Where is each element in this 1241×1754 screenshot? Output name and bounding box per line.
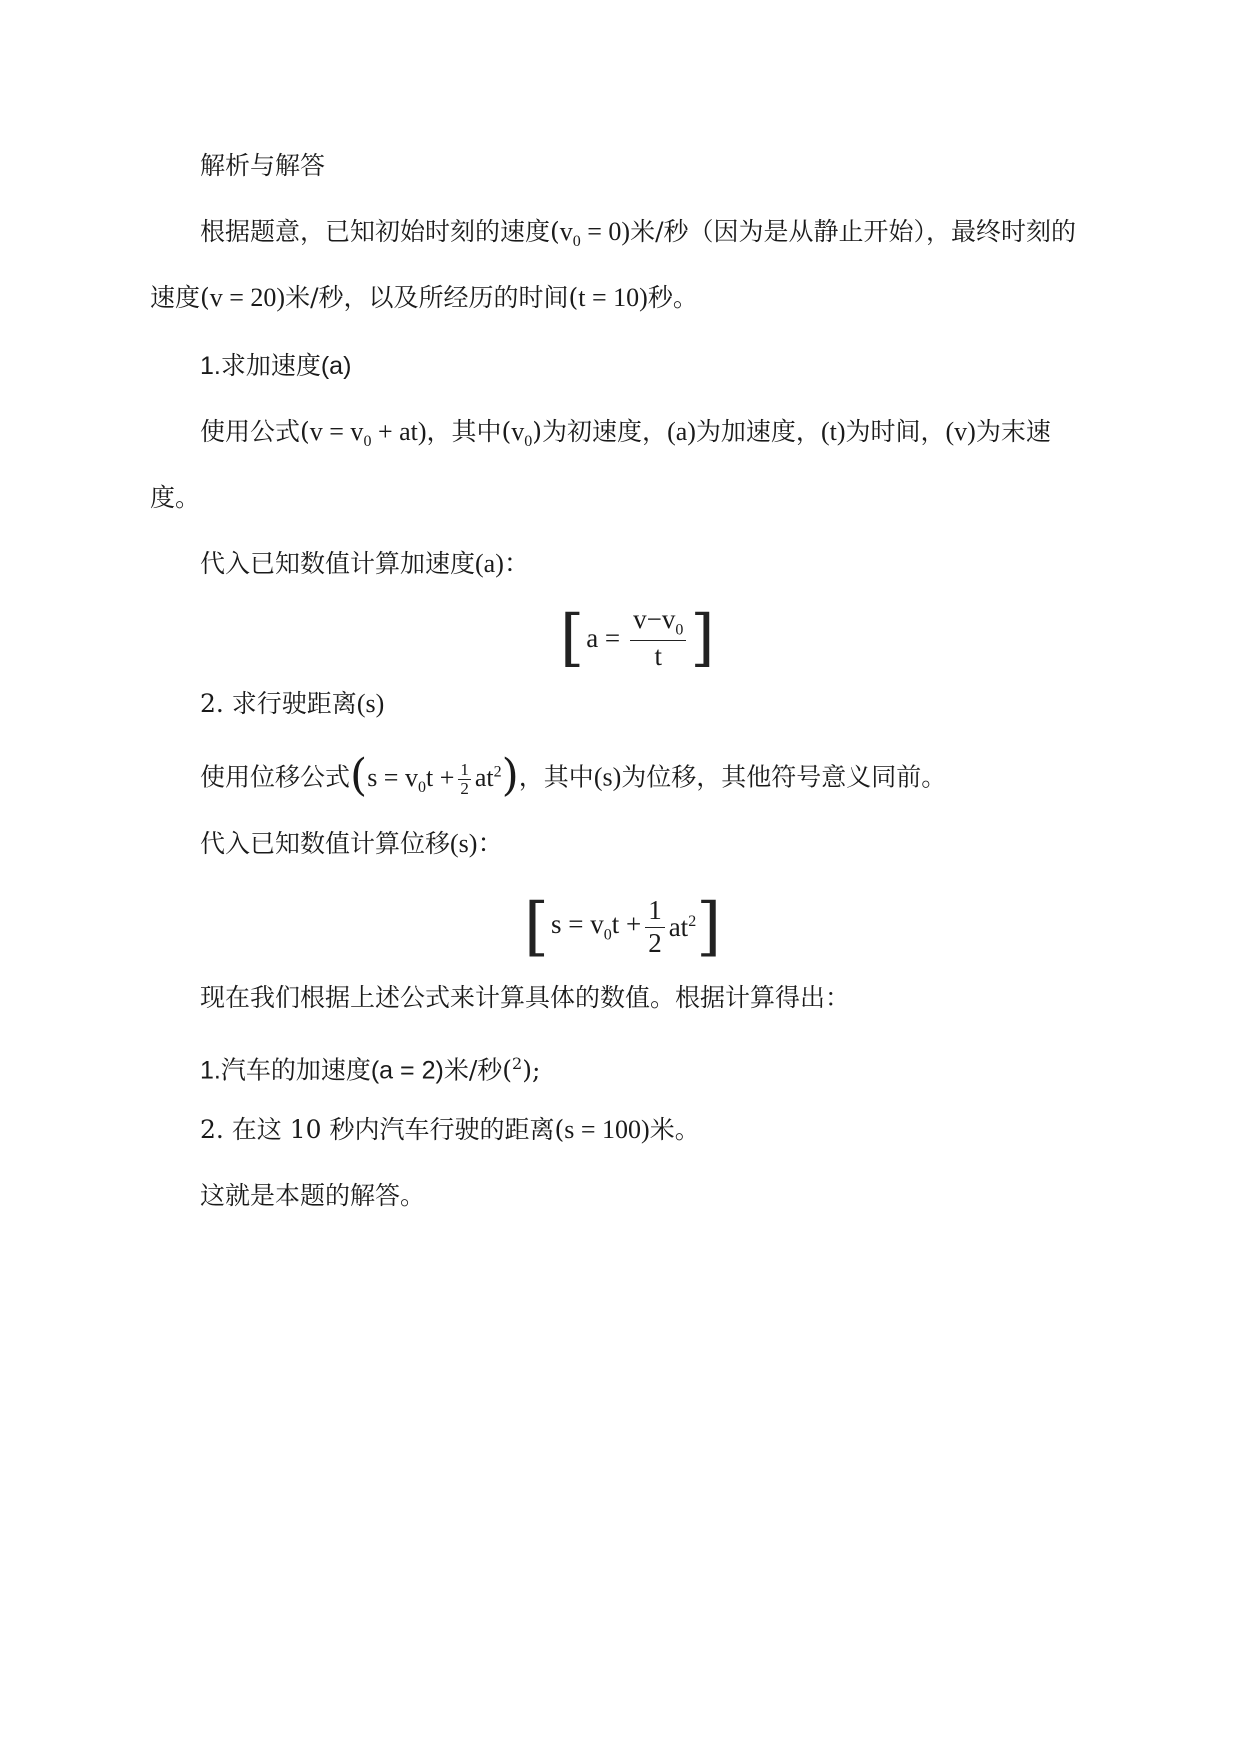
math-inline-displacement: $s = v_0t$ + $\frac{1}{2}$ $at^2$: [367, 760, 502, 799]
eq2-lhs: $s = v_0t$ +: [550, 909, 642, 944]
text-span: 为末速: [975, 417, 1051, 446]
text-span: 现在我们根据上述公式来计算具体的数值。根据计算得出：: [200, 983, 851, 1012]
section-heading: [200, 150, 325, 182]
text-span: 秒。: [647, 283, 698, 312]
eq2-numerator: 1: [645, 895, 665, 927]
section-2-title: [200, 688, 384, 720]
result-distance: [200, 1114, 700, 1146]
closing-sentence: [200, 1180, 425, 1212]
text-span: 度。: [150, 483, 201, 512]
text-span: 代入已知数值计算加速度: [200, 549, 476, 578]
paren-right: ): [501, 750, 519, 802]
math-a: (a)：: [475, 549, 530, 578]
superscript: 2: [512, 1054, 523, 1073]
section-2-symbol: (s): [356, 689, 385, 718]
text-span: 代入已知数值计算位移: [200, 829, 451, 858]
result-2-label: 2. 在这 10 秒内汽车行驶的距离(: [200, 1115, 565, 1144]
bracket-right: ]: [696, 890, 722, 964]
paragraph-substitute-a: [200, 548, 530, 580]
result-acceleration: [200, 1048, 540, 1086]
paragraph-intro-line-1: [200, 216, 1076, 258]
paren-left: (: [350, 750, 368, 802]
section-2-label: 2. 求行驶距离: [200, 689, 357, 718]
inline-fraction: $\frac{1}{2}$: [460, 760, 469, 799]
paragraph-displacement-formula: [200, 750, 947, 804]
math-v0: $v_0$: [511, 417, 533, 451]
text-span: 这就是本题的解答。: [200, 1181, 426, 1210]
math-v0: $v_0 = 0$): [559, 217, 631, 251]
math-a: (a): [667, 417, 696, 446]
section-1-label: 1.求加速度: [200, 352, 321, 380]
text-span: 使用位移公式: [200, 762, 351, 792]
text-span: ，其中(: [426, 417, 512, 446]
eq1-numerator: $v-v_0$: [630, 604, 686, 641]
eq1-denominator: t: [654, 640, 663, 671]
paragraph-formula-line-2: [150, 482, 200, 514]
text-span: )为初速度，: [532, 417, 668, 446]
eq2-denominator: 2: [648, 927, 662, 958]
math-t: t = 10): [578, 283, 648, 312]
math-v: v = 20): [209, 283, 286, 312]
equation-displacement: [524, 882, 721, 972]
eq1-fraction: [630, 604, 686, 672]
section-1-title: [200, 350, 351, 382]
text-span: 米/秒(: [443, 1055, 512, 1085]
eq2-rhs: $at^2$: [668, 911, 697, 942]
section-1-symbol: (a): [320, 352, 352, 380]
result-2-value: s = 100): [564, 1115, 650, 1144]
math-s: (s): [593, 762, 622, 792]
text-span: 米/秒，以及所经历的时间(: [285, 283, 579, 312]
math-v: (v): [945, 417, 976, 446]
text-span: 使用公式(: [200, 417, 310, 446]
heading-text: 解析与解答: [200, 151, 326, 180]
text-span: 米。: [649, 1115, 700, 1144]
eq1-lhs: a =: [586, 622, 621, 653]
text-span: ，其中: [518, 762, 594, 792]
text-span: 速度(: [150, 283, 210, 312]
math-s: (s)：: [450, 829, 504, 858]
text-span: 为加速度，: [695, 417, 821, 446]
result-1-value: (a = 2): [370, 1056, 444, 1085]
paragraph-substitute-s: [200, 828, 503, 860]
text-span: 为时间，: [845, 417, 946, 446]
bracket-left: [: [524, 890, 549, 964]
paragraph-compute: [200, 982, 850, 1014]
eq2-fraction: [645, 895, 665, 958]
math-formula-v: $v = v_0 + at$): [309, 417, 427, 451]
paragraph-formula-line-1: [200, 416, 1051, 458]
text-span: 根据题意，已知初始时刻的速度(: [200, 217, 560, 246]
equation-acceleration: [560, 598, 715, 678]
text-span: 米/秒（因为是从静止开始），最终时刻的: [630, 217, 1077, 246]
paragraph-intro-line-2: [150, 282, 698, 314]
text-span: 为位移，其他符号意义同前。: [621, 762, 947, 792]
math-t: (t): [820, 417, 846, 446]
bracket-right: ]: [690, 601, 715, 674]
bracket-left: [: [560, 601, 585, 674]
text-span: );: [522, 1055, 541, 1085]
result-1-label: 1.汽车的加速度: [200, 1056, 371, 1085]
